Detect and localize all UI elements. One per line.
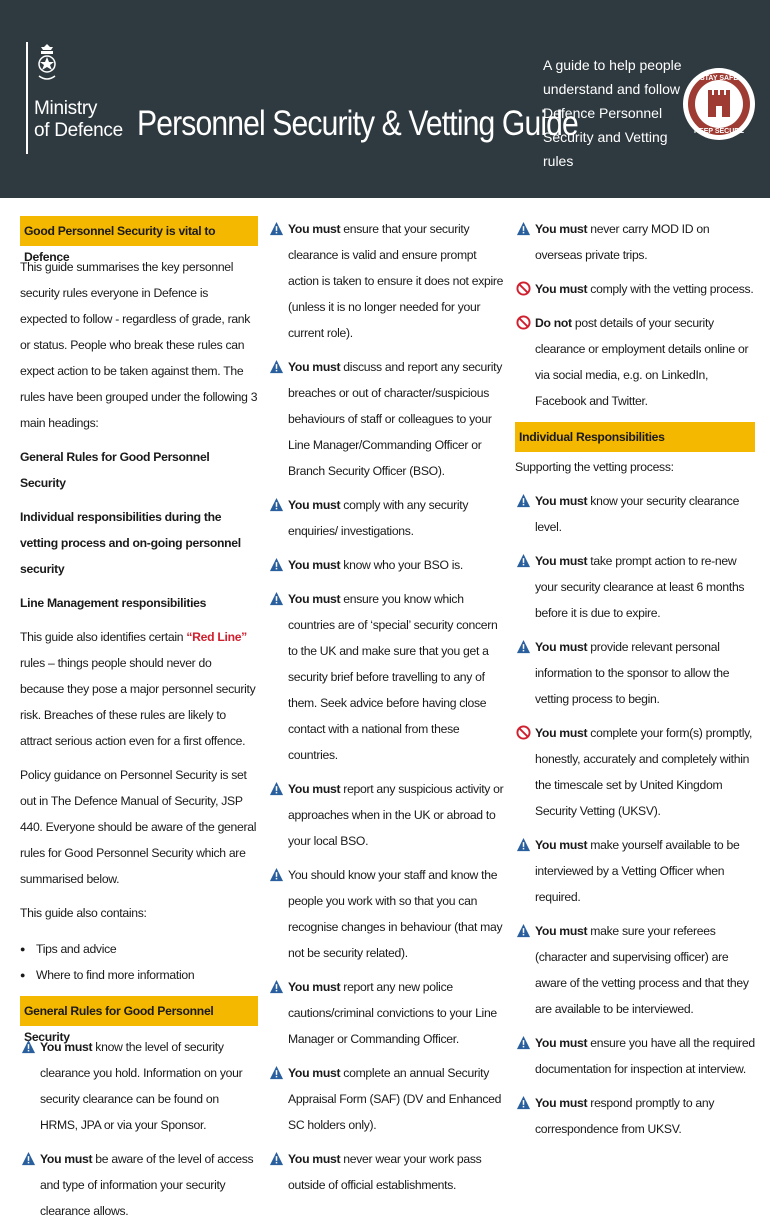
red-line-icon [516,281,531,296]
rule-lead: You must [288,360,341,374]
rule-lead: You must [535,494,588,508]
rules-list [515,216,755,414]
rule-item [20,1146,258,1224]
rule-item [268,862,508,966]
rule-lead: You must [535,1096,588,1110]
rule-lead: Do not [535,316,572,330]
list-item: ● Where to find more information [20,962,258,988]
rule-item [268,492,508,544]
badge-bottom-text: KEEP SECURE [693,128,745,135]
red-line-paragraph [20,624,258,754]
rule-item [515,720,755,824]
rule-text: You should know your staff and know the people you work with so that you can recognise changes in behaviour (that may not be security related). [288,868,503,960]
section-heading: Good Personnel Security is vital to Defence [20,216,258,246]
section-heading-general-rules: General Rules for Good Personnel Security [20,996,258,1026]
page-title: Personnel Security & Vetting Guide [137,104,578,143]
rule-text: take prompt action to re-new your security clearance at least 6 months before it is due to expire. [535,554,745,620]
warning-icon [269,497,284,512]
rule-item [268,1060,508,1138]
rule-item [515,216,755,268]
rule-item [268,216,508,346]
org-line-1: Ministry [34,98,98,119]
red-line-term: “Red Line” [186,630,247,644]
warning-icon [269,359,284,374]
rules-list [268,216,508,1198]
warning-icon [269,1151,284,1166]
section-heading-individual: Individual Responsibilities [515,422,755,452]
rule-text: never wear your work pass outside of official establishments. [288,1152,482,1192]
rule-item [515,1030,755,1082]
page-header [0,0,770,198]
rule-text: be aware of the level of access and type of information your security clearance allows. [40,1152,254,1218]
rule-text: make sure your referees (character and supervising officer) are aware of the vetting process and that they are available to be interviewed. [535,924,749,1016]
rule-item [20,1034,258,1138]
red-line-icon [516,315,531,330]
warning-icon [269,557,284,572]
rule-text: make yourself available to be interviewed by a Vetting Officer when required. [535,838,740,904]
warning-icon [516,1035,531,1050]
warning-icon [516,1095,531,1110]
column-left [20,216,258,1224]
rule-lead: You must [535,838,588,852]
rule-item [515,1090,755,1142]
warning-icon [269,591,284,606]
rules-list [515,488,755,1142]
logo-divider [26,42,28,154]
crest-icon [34,42,60,90]
rule-lead: You must [535,1036,588,1050]
warning-icon [516,493,531,508]
rule-lead: You must [288,222,341,236]
rule-text: report any suspicious activity or approaches when in the UK or abroad to your local BSO. [288,782,504,848]
rule-lead: You must [288,1066,341,1080]
column-middle [268,216,508,1198]
warning-icon [269,867,284,882]
rule-item [515,634,755,712]
rule-text: comply with the vetting process. [587,282,754,296]
red-line-text-b: rules – things people should never do because they pose a major personnel security risk. Breaches of these rules are likely to attract serious action even for a first offence. [20,656,256,748]
red-line-icon [516,725,531,740]
intro-text: A guide to help people understand and follow Defence Personnel Security and Vetting rules [543,57,682,169]
rule-lead: You must [535,924,588,938]
rule-lead: You must [288,782,341,796]
rule-item [515,310,755,414]
rule-text: ensure that your security clearance is valid and ensure prompt action is taken to ensure it does not expire (unless it is no longer needed for your current role). [288,222,504,340]
rule-lead: You must [40,1040,93,1054]
rule-item [268,552,508,578]
org-line-2: of Defence [34,120,123,141]
rule-text: post details of your security clearance or employment details online or via social media, e.g. on LinkedIn, Facebook and Twitter. [535,316,749,408]
rule-text: respond promptly to any correspondence from UKSV. [535,1096,715,1136]
warning-icon [269,781,284,796]
intro-paragraph: This guide summarises the key personnel security rules everyone in Defence is expected to follow - regardless of grade, rank or status. People who break these rules can expect action to be taken against them. The rules have been grouped under the following 3 main headings: [20,260,258,430]
rule-item [515,488,755,540]
rule-item [515,918,755,1022]
warning-icon [516,553,531,568]
rule-text: know the level of security clearance you hold. Information on your security clearance can be found on HRMS, JPA or via your Sponsor. [40,1040,243,1132]
rule-text: complete an annual Security Appraisal Form (SAF) (DV and Enhanced SC holders only). [288,1066,502,1132]
rule-item [268,586,508,768]
rule-text: know your security clearance level. [535,494,740,534]
warning-icon [269,1065,284,1080]
rule-lead: You must [288,1152,341,1166]
warning-icon [516,221,531,236]
rule-text: ensure you have all the required documentation for inspection at interview. [535,1036,755,1076]
rule-item [268,1146,508,1198]
warning-icon [516,837,531,852]
stay-safe-badge [681,40,757,168]
rule-lead: You must [288,558,341,572]
rule-lead: You must [288,592,341,606]
rule-lead: You must [288,498,341,512]
rule-lead: You must [535,640,588,654]
rule-lead: You must [40,1152,93,1166]
rule-text: know who your BSO is. [340,558,463,572]
rule-item [268,776,508,854]
section-subheading: Supporting the vetting process: [515,460,674,474]
list-item: ● Tips and advice [20,936,258,962]
rule-item [515,548,755,626]
rule-lead: You must [535,554,588,568]
rule-lead: You must [535,282,588,296]
red-line-text-a: This guide also identifies certain [20,630,187,644]
rule-text: comply with any security enquiries/ investigations. [288,498,469,538]
rule-item [268,354,508,484]
contents-list [20,936,258,988]
rule-text: complete your form(s) promptly, honestly, accurately and completely within the timescale set by United Kingdom Security Vetting (UKSV). [535,726,753,818]
rules-list [20,1034,258,1224]
warning-icon [269,979,284,994]
heading-line-management: Line Management responsibilities [20,596,207,610]
rule-text: provide relevant personal information to the sponsor to allow the vetting process to begin. [535,640,730,706]
heading-general-rules: General Rules for Good Personnel Security [20,450,210,490]
column-right [515,216,755,1142]
warning-icon [21,1039,36,1054]
warning-icon [516,639,531,654]
rule-item [515,832,755,910]
rule-text: ensure you know which countries are of ‘special’ security concern to the UK and make sure that you get a security brief before travelling to any of them. Seek advice before having close contact with a national from these countries. [288,592,498,762]
rule-lead: You must [288,980,341,994]
rule-item [515,276,755,302]
rule-item [268,974,508,1052]
rule-lead: You must [535,726,588,740]
policy-paragraph: Policy guidance on Personnel Security is set out in The Defence Manual of Security, JSP 440. Everyone should be aware of the general rules for Good Personnel Security which are summarised below. [20,768,257,886]
warning-icon [21,1151,36,1166]
heading-individual-responsibilities: Individual responsibilities during the vetting process and on-going personnel security [20,510,241,576]
contains-paragraph: This guide also contains: [20,906,147,920]
rule-text: report any new police cautions/criminal convictions to your Line Manager or Commanding Officer. [288,980,497,1046]
rule-text: discuss and report any security breaches or out of character/suspicious behaviours of staff or colleagues to your Line Manager/Commanding Officer or Branch Security Officer (BSO). [288,360,502,478]
organisation-name [34,98,123,142]
warning-icon [269,221,284,236]
rule-text: never carry MOD ID on overseas private trips. [535,222,710,262]
warning-icon [516,923,531,938]
badge-top-text: STAY SAFE [700,75,738,82]
rule-lead: You must [535,222,588,236]
